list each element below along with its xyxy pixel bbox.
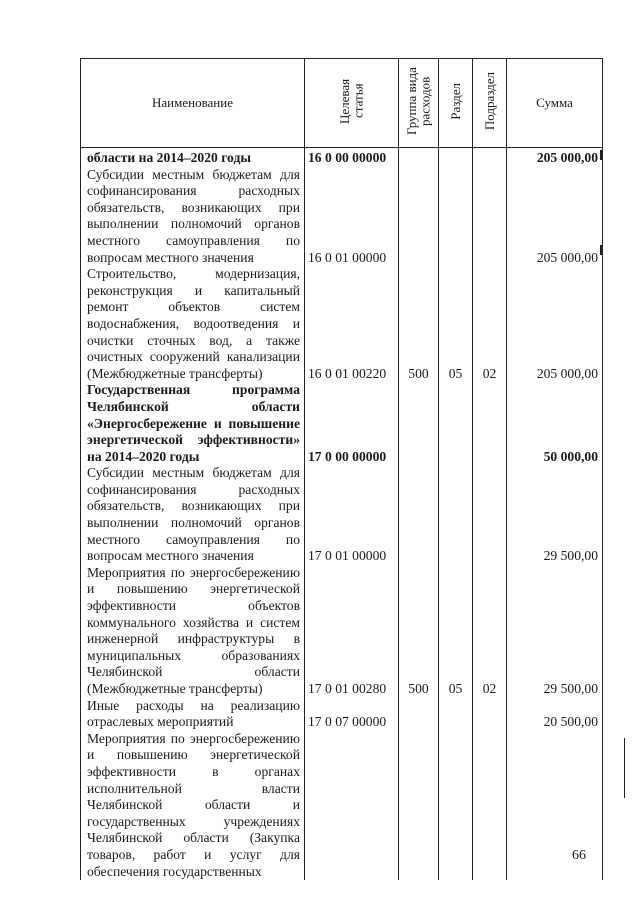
row-subsection	[473, 731, 507, 880]
row-target: 17 0 01 00280	[305, 565, 399, 698]
row-sum: 50 000,00	[507, 382, 603, 465]
table-row	[81, 465, 603, 565]
row-section	[439, 382, 473, 465]
row-group	[399, 465, 439, 565]
row-target: 17 0 01 00000	[305, 465, 399, 565]
row-sum: 205 000,00	[507, 266, 603, 382]
row-group: 500	[399, 266, 439, 382]
table-row	[81, 731, 603, 880]
header-target: Целевая статья	[305, 59, 399, 148]
row-name: Субсидии местным бюджетам для софинансирования расходных обязательств, возникающих при выполнении полномочий органов местного самоуправления по вопросам местного значения	[81, 465, 305, 565]
header-subsection: Подраздел	[473, 59, 507, 148]
row-subsection	[473, 148, 507, 167]
row-sum: 205 000,00	[507, 167, 603, 267]
table-row	[81, 148, 603, 167]
row-subsection	[473, 167, 507, 267]
row-sum	[507, 731, 603, 880]
header-group: Группа вида расходов	[399, 59, 439, 148]
row-section: 05	[439, 565, 473, 698]
budget-table	[80, 58, 603, 880]
row-name: области на 2014–2020 годы	[81, 148, 305, 167]
row-group	[399, 731, 439, 880]
row-name: Иные расходы на реализацию отраслевых мероприятий	[81, 698, 305, 731]
row-subsection: 02	[473, 565, 507, 698]
scan-artifact	[600, 150, 602, 160]
row-name: Мероприятия по энергосбережению и повышению энергетической эффективности в органах исполнительной власти Челябинской области и государственных учреждениях Челябинской области (Закупка товаров, работ и услуг для обеспечения государственных	[81, 731, 305, 880]
row-group	[399, 382, 439, 465]
table-row	[81, 167, 603, 267]
row-target: 17 0 07 00000	[305, 698, 399, 731]
row-section	[439, 698, 473, 731]
row-target	[305, 731, 399, 880]
row-group	[399, 167, 439, 267]
row-target: 16 0 01 00000	[305, 167, 399, 267]
row-sum: 29 500,00	[507, 565, 603, 698]
row-sum: 205 000,00	[507, 148, 603, 167]
header-section: Раздел	[439, 59, 473, 148]
row-section	[439, 167, 473, 267]
row-subsection: 02	[473, 266, 507, 382]
row-group: 500	[399, 565, 439, 698]
row-name: Строительство, модернизация, реконструкция и капитальный ремонт объектов систем водоснабжения, водоотведения и очистки сточных вод, а также очистных сооружений канализации (Межбюджетные трансферты)	[81, 266, 305, 382]
row-section	[439, 465, 473, 565]
row-sum: 29 500,00	[507, 465, 603, 565]
table-row	[81, 266, 603, 382]
table-header-row	[81, 59, 603, 148]
row-subsection	[473, 465, 507, 565]
row-subsection	[473, 698, 507, 731]
page-number: 66	[572, 848, 586, 863]
budget-table-container	[80, 58, 602, 880]
row-section	[439, 148, 473, 167]
scan-artifact	[624, 738, 625, 798]
row-section	[439, 731, 473, 880]
row-name: Мероприятия по энергосбережению и повышению энергетической эффективности объектов коммунального хозяйства и систем инженерной инфраструктуры в муниципальных образованиях Челябинской области (Межбюджетные трансферты)	[81, 565, 305, 698]
row-sum: 20 500,00	[507, 698, 603, 731]
table-row	[81, 698, 603, 731]
table-row	[81, 382, 603, 465]
row-target: 16 0 01 00220	[305, 266, 399, 382]
row-name: Государственная программа Челябинской области «Энергосбережение и повышение энергетической эффективности» на 2014–2020 годы	[81, 382, 305, 465]
table-row	[81, 565, 603, 698]
row-group	[399, 148, 439, 167]
header-sum: Сумма	[507, 59, 603, 148]
row-group	[399, 698, 439, 731]
header-name: Наименование	[81, 59, 305, 148]
row-target: 17 0 00 00000	[305, 382, 399, 465]
row-name: Субсидии местным бюджетам для софинансирования расходных обязательств, возникающих при выполнении полномочий органов местного самоуправления по вопросам местного значения	[81, 167, 305, 267]
row-subsection	[473, 382, 507, 465]
scan-artifact	[600, 245, 602, 255]
row-section: 05	[439, 266, 473, 382]
row-target: 16 0 00 00000	[305, 148, 399, 167]
